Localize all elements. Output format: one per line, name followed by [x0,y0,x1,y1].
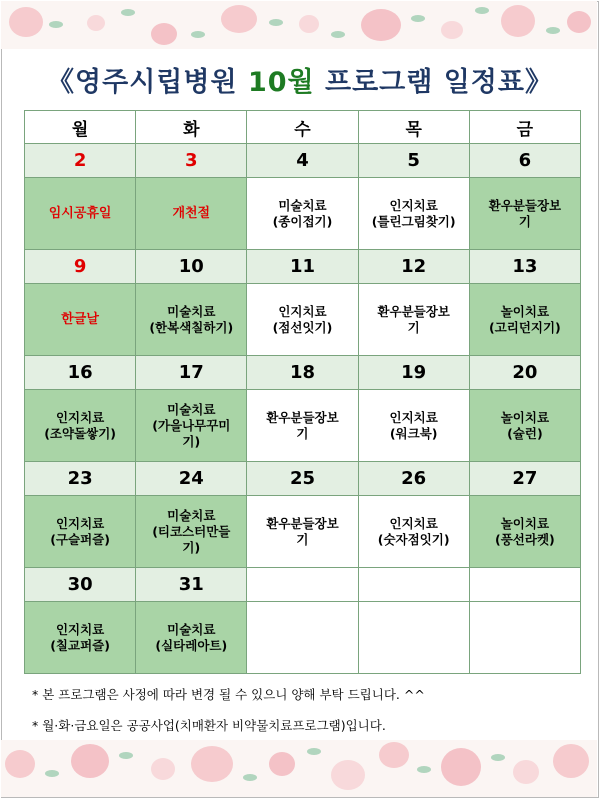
holiday-cell [25,284,136,356]
program-line: 환우분들장보 [266,515,339,531]
notice-public-project: * 월·화·금요일은 공공사업(치매환자 비약물치료프로그램)입니다. [32,718,386,733]
program-cell [469,390,580,462]
date-row [25,144,581,178]
program-cell [358,390,469,462]
program-line: 인지치료 [55,515,105,531]
date-cell: 24 [136,462,247,496]
program-line: 인지치료 [278,303,327,319]
program-line: 환우분들장보 [266,409,339,425]
date-cell-empty [247,568,358,602]
holiday-cell [136,178,247,250]
program-line: 환우분들장보 [377,303,450,319]
program-line: (구슬퍼즐) [50,531,110,547]
floral-border-bottom [1,740,597,797]
program-line: 환우분들장보 [488,197,562,213]
date-cell: 10 [136,250,247,284]
holiday-label: 임시공휴일 [48,205,112,221]
date-row [25,356,581,390]
weekday-fri: 금 [469,111,580,144]
program-line: 미술치료 [167,303,216,319]
program-line: (조약돌쌓기) [44,425,116,441]
program-line: (숫자점잇기) [377,531,450,547]
program-line: 미술치료 [167,401,216,417]
program-cell [136,496,247,568]
program-line: 인지치료 [55,409,105,425]
program-line: (워크북) [389,425,438,441]
program-cell-empty [358,602,469,674]
program-line: (점선잇기) [272,319,333,335]
weekday-wed: 수 [247,111,358,144]
program-cell [136,390,247,462]
program-line: (슐런) [507,425,543,441]
date-cell: 25 [247,462,358,496]
program-line: (티코스터만들 [152,523,231,539]
date-cell: 13 [469,250,580,284]
date-cell: 3 [136,144,247,178]
program-line: (틀린그림찾기) [371,213,456,229]
program-cell [358,284,469,356]
program-cell [25,602,136,674]
holiday-cell [25,178,136,250]
program-cell [25,390,136,462]
program-line: 놀이치료 [500,303,550,319]
program-cell [469,284,580,356]
program-row [25,178,581,250]
program-cell-empty [247,602,358,674]
program-line: (한복색칠하기) [149,319,234,335]
program-row [25,602,581,674]
date-cell: 30 [25,568,136,602]
program-cell [247,496,358,568]
program-line: 인지치료 [389,409,438,425]
date-cell: 12 [358,250,469,284]
date-cell: 16 [25,356,136,390]
program-line: (실타레아트) [155,637,228,653]
page-title: 《영주시립병원 10월 프로그램 일정표》 [47,67,553,98]
date-cell: 5 [358,144,469,178]
program-cell [247,284,358,356]
program-cell [25,496,136,568]
program-cell [358,178,469,250]
date-row [25,568,581,602]
program-cell [358,496,469,568]
program-line: (고리던지기) [488,319,561,335]
program-line: 기 [296,425,309,441]
date-cell: 27 [469,462,580,496]
schedule-table [24,110,581,674]
date-cell: 2 [25,144,136,178]
program-line: 놀이치료 [500,409,550,425]
floral-border-top [1,1,597,49]
program-line: 미술치료 [167,507,216,523]
program-line: 기 [296,531,309,547]
holiday-label: 한글날 [61,311,99,327]
program-row [25,284,581,356]
program-line: 인지치료 [389,515,438,531]
program-line: 인지치료 [55,621,105,637]
date-row [25,462,581,496]
program-line: (종이접기) [272,213,333,229]
program-line: 미술치료 [167,621,216,637]
notice-change: * 본 프로그램은 사정에 따라 변경 될 수 있으니 양해 부탁 드립니다. ^^ [32,687,425,702]
program-row [25,390,581,462]
program-line: 기 [407,319,420,335]
date-cell: 4 [247,144,358,178]
program-line: 기) [182,539,201,555]
program-cell [247,390,358,462]
title-month: 10월 [247,67,315,98]
weekday-header-row [25,111,581,144]
program-cell-empty [469,602,580,674]
weekday-thu: 목 [358,111,469,144]
holiday-label: 개천절 [172,205,211,221]
program-line: (칠교퍼즐) [50,637,110,653]
program-cell [247,178,358,250]
program-line: 놀이치료 [500,515,550,531]
date-cell: 31 [136,568,247,602]
date-cell: 23 [25,462,136,496]
program-line: (풍선라켓) [495,531,555,547]
weekday-mon: 월 [25,111,136,144]
program-line: 미술치료 [278,197,327,213]
date-cell: 17 [136,356,247,390]
date-row [25,250,581,284]
program-line: 기 [518,213,531,229]
program-cell [136,284,247,356]
date-cell-empty [358,568,469,602]
program-cell [136,602,247,674]
date-cell: 9 [25,250,136,284]
program-line: 인지치료 [389,197,438,213]
program-row [25,496,581,568]
program-cell [469,496,580,568]
program-line: (가을나무꾸미 [152,417,231,433]
date-cell: 11 [247,250,358,284]
date-cell: 20 [469,356,580,390]
program-line: 기) [182,433,201,449]
program-cell [469,178,580,250]
date-cell: 19 [358,356,469,390]
date-cell: 18 [247,356,358,390]
date-cell-empty [469,568,580,602]
date-cell: 6 [469,144,580,178]
date-cell: 26 [358,462,469,496]
weekday-tue: 화 [136,111,247,144]
